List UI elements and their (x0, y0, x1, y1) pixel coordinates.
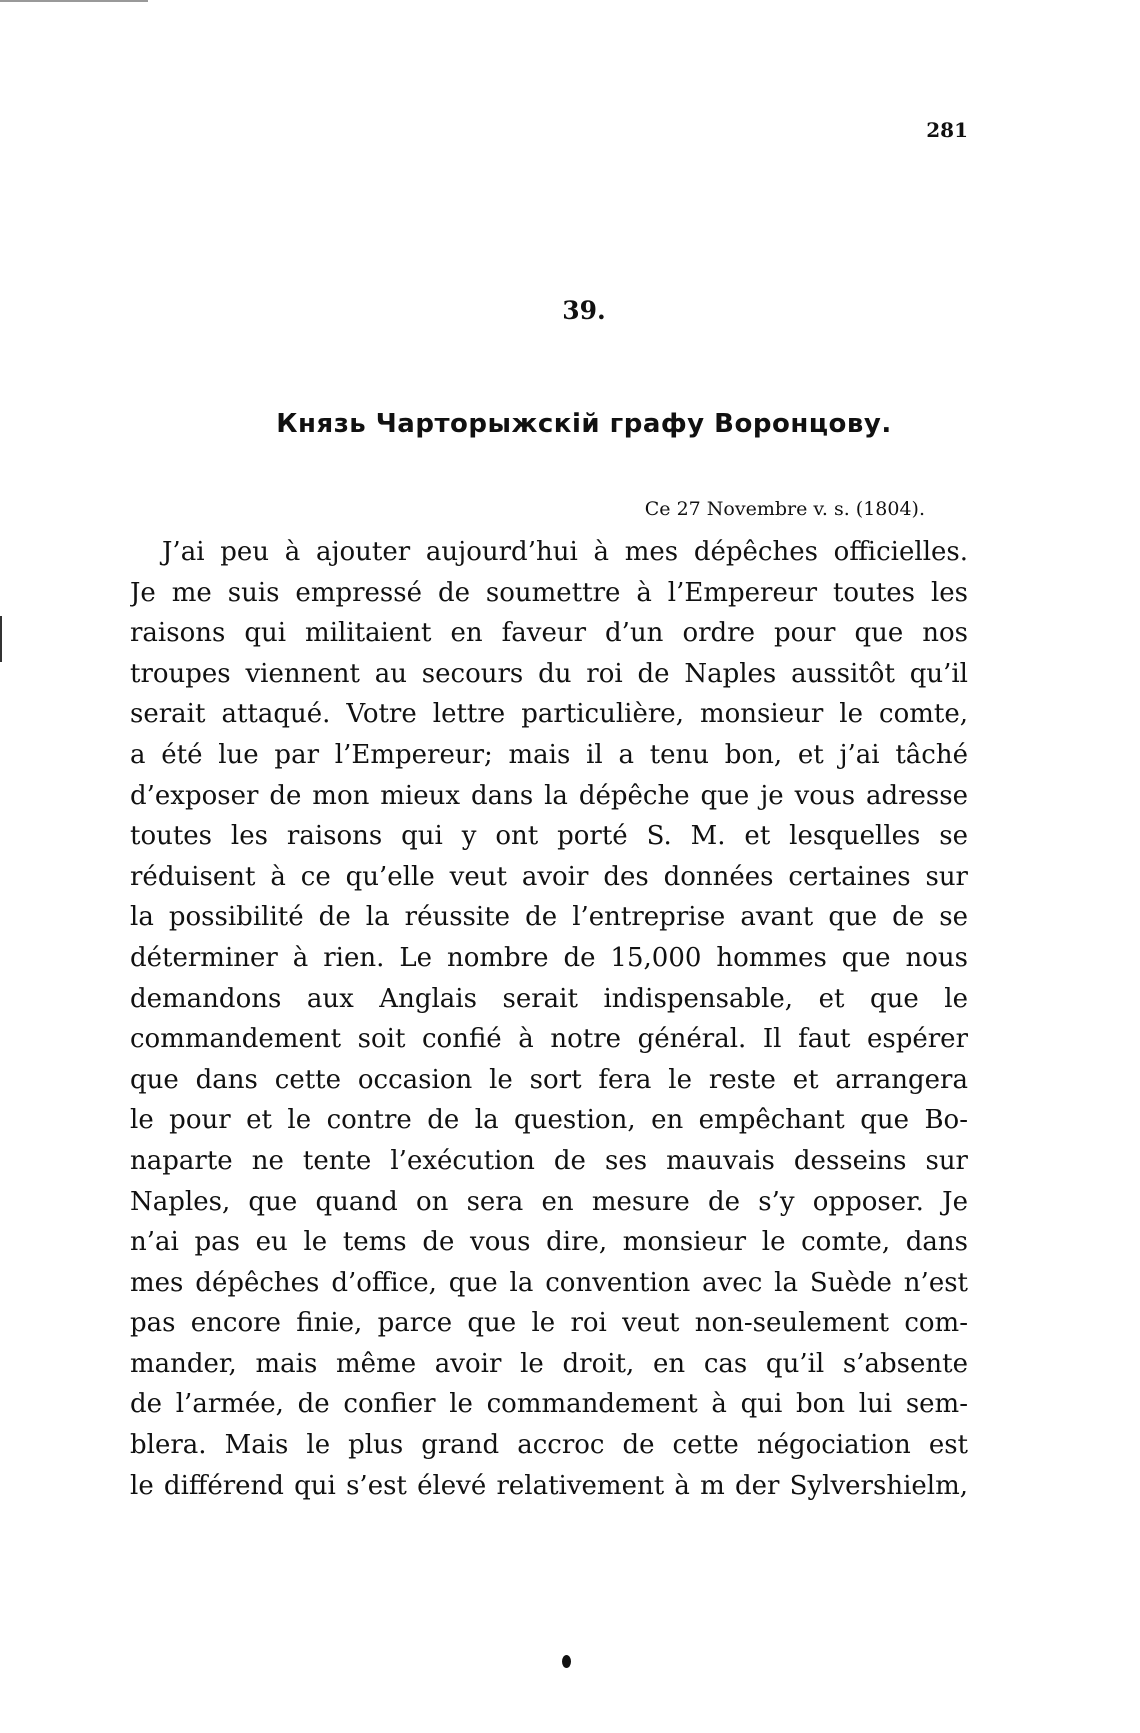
body-line: n’ai pas eu le tems de vous dire, monsieur le comte, dans (130, 1227, 968, 1258)
body-line: de l’armée, de confier le commandement à qui bon lui sem- (130, 1389, 968, 1420)
body-line: que dans cette occasion le sort fera le reste et arrangera (130, 1064, 968, 1095)
body-line: commandement soit confié à notre général. Il faut espérer (130, 1024, 968, 1055)
body-line: demandons aux Anglais serait indispensable, et que le (130, 983, 968, 1014)
letter-body (130, 532, 968, 1506)
body-line: le différend qui s’est élevé relativement à m der Sylvershielm, (130, 1470, 968, 1501)
body-line: mander, mais même avoir le droit, en cas qu’il s’absente (130, 1348, 968, 1379)
body-line: naparte ne tente l’exécution de ses mauvais desseins sur (130, 1145, 968, 1176)
body-line: déterminer à rien. Le nombre de 15,000 hommes que nous (130, 942, 968, 973)
margin-scan-mark (0, 616, 2, 662)
body-line: la possibilité de la réussite de l’entreprise avant que de se (130, 902, 968, 933)
page-number: 281 (926, 118, 968, 142)
top-edge-rule (0, 0, 148, 2)
body-line: Je me suis empressé de soumettre à l’Empereur toutes les (130, 577, 968, 608)
letter-heading: Князь Чарторыжскій графу Воронцову. (276, 409, 892, 439)
letter-dateline: Ce 27 Novembre v. s. (1804). (644, 498, 925, 520)
body-line: troupes viennent au secours du roi de Naples aussitôt qu’il (130, 658, 968, 689)
body-line: J’ai peu à ajouter aujourd’hui à mes dépêches officielles. (162, 537, 968, 567)
body-line: mes dépêches d’office, que la convention avec la Suède n’est (130, 1267, 968, 1298)
body-line: réduisent à ce qu’elle veut avoir des données certaines sur (130, 861, 968, 892)
body-line: le pour et le contre de la question, en empêchant que Bo- (130, 1105, 968, 1136)
body-line: blera. Mais le plus grand accroc de cette négociation est (130, 1430, 968, 1461)
body-line: raisons qui militaient en faveur d’un ordre pour que nos (130, 618, 968, 649)
body-line: a été lue par l’Empereur; mais il a tenu bon, et j’ai tâché (130, 739, 968, 770)
body-line: d’exposer de mon mieux dans la dépêche que je vous adresse (130, 780, 968, 811)
body-line: pas encore finie, parce que le roi veut non-seulement com- (130, 1308, 968, 1339)
footer-bullet-mark (562, 1655, 571, 1668)
body-line: serait attaqué. Votre lettre particulière, monsieur le comte, (130, 699, 968, 730)
document-number: 39. (562, 296, 606, 325)
body-line: Naples, que quand on sera en mesure de s’y opposer. Je (130, 1186, 968, 1217)
body-line: toutes les raisons qui y ont porté S. M. et lesquelles se (130, 821, 968, 852)
